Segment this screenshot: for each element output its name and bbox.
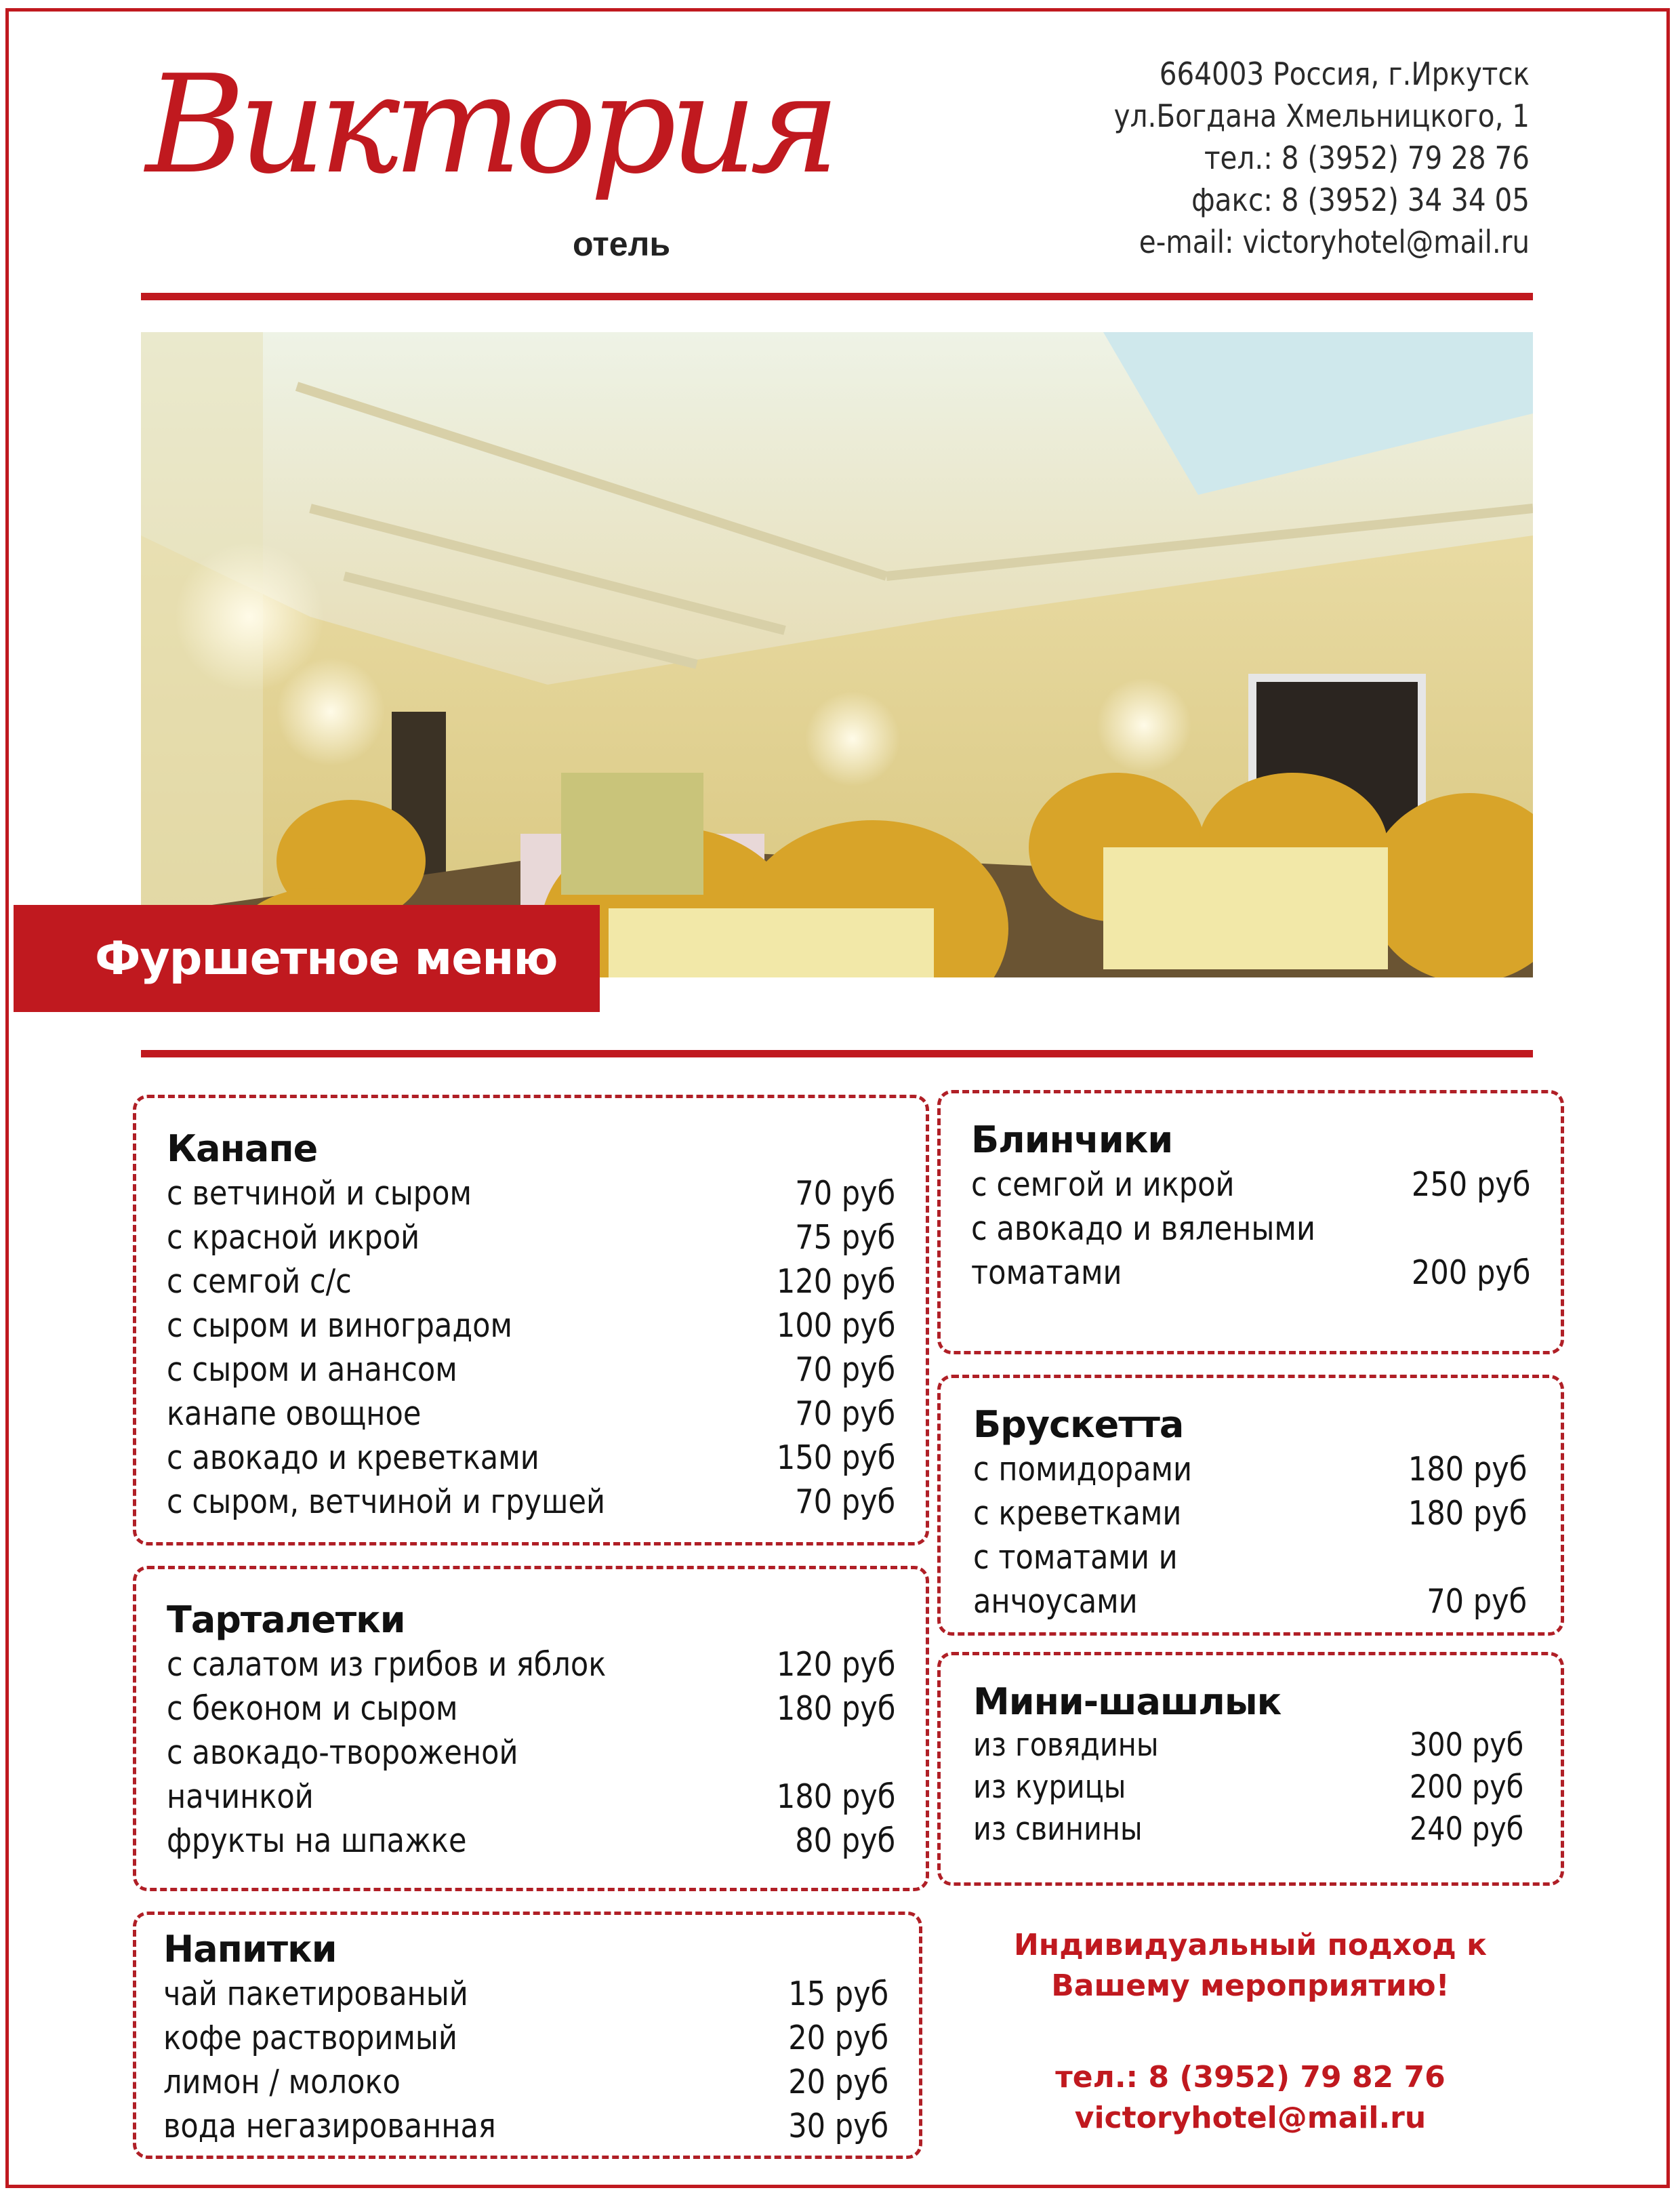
promo-email[interactable]: victoryhotel@mail.ru (1074, 2101, 1427, 2135)
menu-title-banner (14, 905, 600, 1012)
item-price: 15 руб (787, 1975, 888, 2013)
menu-item (163, 2104, 888, 2148)
item-price: 180 руб (776, 1777, 895, 1816)
item-price: 250 руб (1411, 1165, 1530, 1204)
promo-line-1: Индивидуальный подход к (1013, 1928, 1488, 1962)
section-kanape (133, 1095, 929, 1545)
promo-block (945, 1925, 1555, 2139)
item-price: 300 руб (1409, 1726, 1523, 1764)
item-name: из говядины (973, 1726, 1159, 1764)
item-name: с томатами и (973, 1538, 1178, 1577)
item-price: 100 руб (776, 1306, 895, 1345)
item-name: кофе растворимый (163, 2019, 457, 2057)
menu-item (167, 1392, 895, 1436)
menu-item (163, 2016, 888, 2060)
item-name: с семгой и икрой (971, 1165, 1235, 1204)
item-name: из свинины (973, 1811, 1143, 1848)
hotel-logo (139, 46, 834, 271)
item-price: 70 руб (794, 1482, 895, 1521)
item-price: 180 руб (776, 1689, 895, 1728)
item-name: с сыром и виноградом (167, 1306, 513, 1345)
item-price: 180 руб (1408, 1450, 1527, 1489)
promo-line-2: Вашему мероприятию! (1051, 1968, 1450, 2003)
section-title: Брускетта (973, 1403, 1184, 1446)
logo-script: Виктория (146, 46, 834, 204)
restaurant-photo (141, 332, 1533, 977)
item-name: с авокадо-твороженой (167, 1733, 518, 1772)
item-price: 70 руб (794, 1350, 895, 1389)
item-name: с ветчиной и сыром (167, 1174, 472, 1213)
item-name: лимон / молоко (163, 2063, 401, 2101)
menu-item (973, 1535, 1527, 1579)
promo-spacer (945, 2006, 1555, 2057)
menu-item (971, 1163, 1530, 1207)
menu-item (167, 1436, 895, 1480)
menu-item (167, 1642, 895, 1686)
item-name: с беконом и сыром (167, 1689, 458, 1728)
menu-item (167, 1731, 895, 1775)
menu-item (167, 1348, 895, 1392)
item-price: 20 руб (787, 2063, 888, 2101)
section-title: Тарталетки (167, 1598, 405, 1641)
item-name: из курицы (973, 1769, 1126, 1806)
item-price: 20 руб (787, 2019, 888, 2057)
item-name: начинкой (167, 1777, 314, 1816)
item-name: анчоусами (973, 1582, 1138, 1621)
item-price: 150 руб (776, 1438, 895, 1477)
section-title: Канапе (167, 1127, 318, 1170)
section-title: Напитки (163, 1928, 337, 1970)
address-line-2: ул.Богдана Хмельницкого, 1 (1113, 98, 1530, 134)
item-name: вода негазированная (163, 2107, 496, 2145)
section-napitki (133, 1912, 922, 2159)
phone: тел.: 8 (3952) 79 28 76 (1204, 140, 1530, 176)
item-name: с авокадо и креветками (167, 1438, 539, 1477)
menu-item (973, 1447, 1527, 1491)
item-price: 70 руб (794, 1394, 895, 1433)
menu-item (167, 1686, 895, 1731)
menu-item (973, 1491, 1527, 1535)
item-price: 240 руб (1409, 1811, 1523, 1848)
menu-item (167, 1171, 895, 1215)
item-price: 70 руб (1426, 1582, 1527, 1621)
menu-item (167, 1480, 895, 1524)
menu-title: Фуршетное меню (95, 931, 558, 986)
item-price: 120 руб (776, 1262, 895, 1301)
item-price: 200 руб (1411, 1253, 1530, 1292)
address-line-1: 664003 Россия, г.Иркутск (1159, 56, 1530, 92)
menu-item (167, 1303, 895, 1348)
item-name: с авокадо и вялеными (971, 1209, 1315, 1248)
restaurant-photo-illustration (141, 332, 1533, 977)
section-shashlik (937, 1652, 1564, 1886)
item-name: с салатом из грибов и яблок (167, 1645, 607, 1684)
item-price: 120 руб (776, 1645, 895, 1684)
menu-item (167, 1775, 895, 1819)
menu-item (971, 1251, 1530, 1295)
section-title: Блинчики (971, 1118, 1173, 1161)
item-name: канапе овощное (167, 1394, 422, 1433)
item-name: с семгой с/с (167, 1262, 352, 1301)
item-name: с сыром и анансом (167, 1350, 457, 1389)
item-name: с помидорами (973, 1450, 1193, 1489)
menu-item (973, 1808, 1523, 1851)
email-link[interactable]: e-mail: victoryhotel@mail.ru (1139, 224, 1530, 260)
divider-middle (141, 1050, 1533, 1057)
menu-item (167, 1819, 895, 1863)
item-name: чай пакетированый (163, 1975, 468, 2013)
menu-item (973, 1766, 1523, 1808)
item-name: фрукты на шпажке (167, 1821, 467, 1860)
contact-block (1114, 53, 1530, 263)
section-brusketta (937, 1375, 1564, 1636)
fax: факс: 8 (3952) 34 34 05 (1191, 182, 1530, 218)
section-tartaletki (133, 1566, 929, 1891)
promo-phone: тел.: 8 (3952) 79 82 76 (1055, 2060, 1446, 2095)
menu-item (973, 1724, 1523, 1766)
item-name: с креветками (973, 1494, 1182, 1533)
section-blinchiki (937, 1090, 1564, 1354)
item-price: 200 руб (1409, 1769, 1523, 1806)
menu-item (973, 1579, 1527, 1623)
menu-item (163, 2060, 888, 2104)
menu-item (167, 1215, 895, 1259)
section-title: Мини-шашлык (973, 1680, 1282, 1723)
divider-top (141, 293, 1533, 300)
item-price: 70 руб (794, 1174, 895, 1213)
item-price: 30 руб (787, 2107, 888, 2145)
item-name: с красной икрой (167, 1218, 420, 1257)
menu-item (167, 1259, 895, 1303)
menu-item (971, 1207, 1530, 1251)
item-price: 180 руб (1408, 1494, 1527, 1533)
item-name: с сыром, ветчиной и грушей (167, 1482, 606, 1521)
menu-item (163, 1972, 888, 2016)
item-name: томатами (971, 1253, 1122, 1292)
item-price: 75 руб (794, 1218, 895, 1257)
item-price: 80 руб (794, 1821, 895, 1860)
logo-subtitle: отель (573, 225, 671, 263)
